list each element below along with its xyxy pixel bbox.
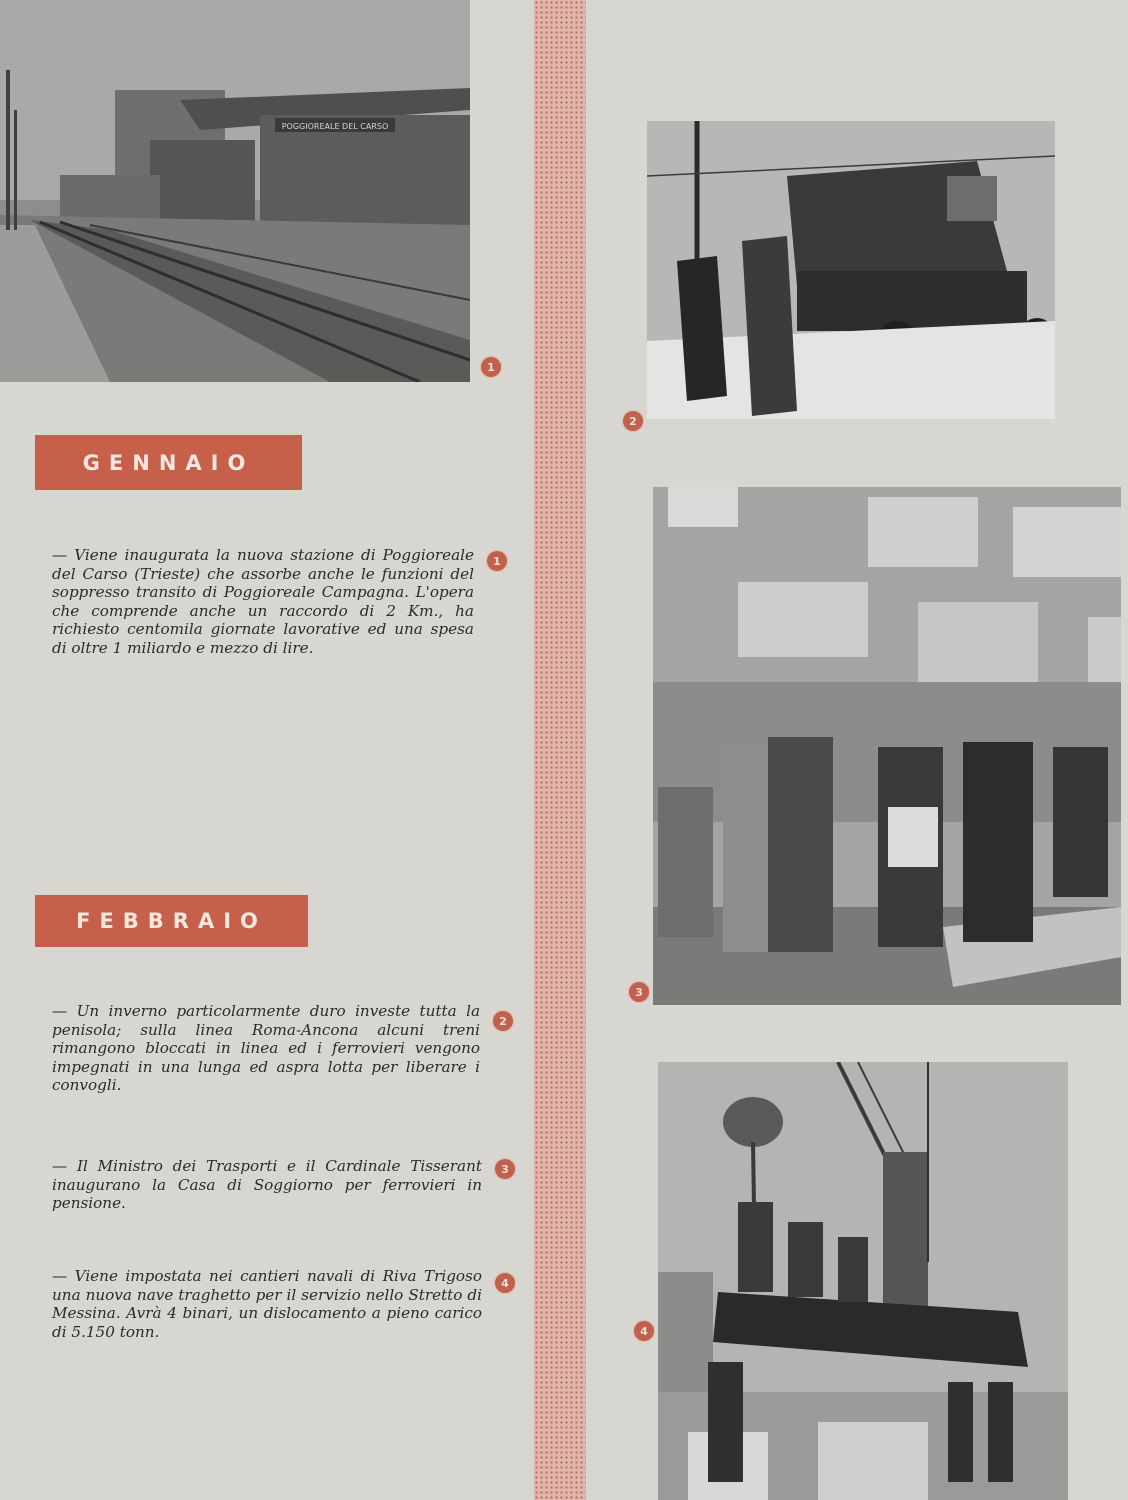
photo-shipyard <box>658 1062 1068 1500</box>
photo-station <box>0 0 470 382</box>
entry-badge-4: 4 <box>494 1272 516 1294</box>
month-label-gennaio: GENNAIO <box>35 435 302 490</box>
entry-badge-2: 2 <box>492 1010 514 1032</box>
entry-badge-1: 1 <box>486 550 508 572</box>
photo-badge-3: 3 <box>628 981 650 1003</box>
photo-snow-locomotive <box>647 121 1055 419</box>
photo-badge-1: 1 <box>480 356 502 378</box>
station-sign-text: POGGIOREALE DEL CARSO <box>281 122 389 131</box>
photo-inauguration <box>653 487 1121 1005</box>
photo-badge-4: 4 <box>633 1320 655 1342</box>
entry-text-2: — Un inverno particolarmente duro investe tutta la penisola; sulla linea Roma-Ancona alcuni treni rimangono bloccati in linea ed i ferrovieri vengono impegnati in una lunga ed aspra lotta per liberare i convogli. <box>52 1002 480 1094</box>
entry-text-4: — Viene impostata nei cantieri navali di Riva Trigoso una nuova nave traghetto per il servizio nello Stretto di Messina. Avrà 4 binari, un dislocamento a pieno carico di 5.150 tonn. <box>52 1267 482 1341</box>
entry-text-1: — Viene inaugurata la nuova stazione di Poggioreale del Carso (Trieste) che assorbe anche le funzioni del soppresso transito di Poggioreale Campagna. L'opera che comprende anche un raccordo di 2 Km., ha richiesto centomila giornate lavorative ed una spesa di oltre 1 miliardo e mezzo di lire. <box>52 546 474 657</box>
center-spine <box>534 0 586 1500</box>
entry-badge-3: 3 <box>494 1158 516 1180</box>
photo-badge-2: 2 <box>622 410 644 432</box>
entry-text-3: — Il Ministro dei Trasporti e il Cardinale Tisserant inaugurano la Casa di Soggiorno per ferrovieri in pensione. <box>52 1157 482 1212</box>
month-label-febbraio: FEBBRAIO <box>35 895 308 947</box>
